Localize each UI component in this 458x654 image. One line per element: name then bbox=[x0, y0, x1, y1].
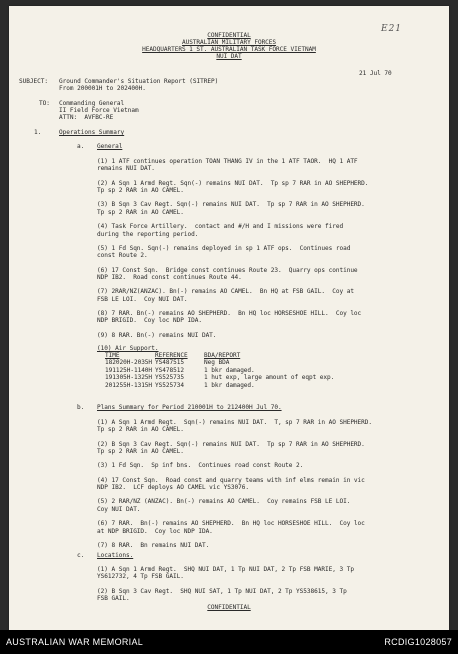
para-a-item-3-line-2: Tp sp 2 RAR in AO CAMEL. bbox=[97, 208, 184, 216]
section-1-title: Operations Summary bbox=[59, 129, 125, 136]
para-a-item-4-line-1: (4) Task Force Artillery. contact and #/H and I missions were fired bbox=[97, 223, 344, 231]
air-support-header-2: REFERENCE bbox=[155, 352, 188, 359]
para-a-item-5-line-1: (5) 1 Fd Sqn. Sqn(-) remains deployed in sp 1 ATF ops. Continues road bbox=[97, 244, 351, 252]
classification-bottom: CONFIDENTIAL bbox=[207, 604, 251, 611]
para-c-letter: c. bbox=[77, 552, 85, 559]
para-a-item-8-line-2: NDP BRIGID. Coy loc NDP IDA. bbox=[97, 317, 202, 325]
para-b-item-2-line-2: Tp sp 2 RAR in AO CAMEL. bbox=[97, 448, 184, 456]
org-line-2: HEADQUARTERS 1 ST. AUSTRALIAN TASK FORCE VIETNAM bbox=[142, 46, 316, 53]
para-b-item-2-line-1: (2) B Sqn 3 Cav Regt. Sqn(-) remains NUI DAT. Tp sp 7 RAR in AO SHEPHERD. bbox=[97, 440, 365, 448]
subject-label: SUBJECT: bbox=[19, 78, 48, 85]
para-a-item-7-line-1: (7) 2RAR/NZ(ANZAC). Bn(-) remains AO CAMEL. Bn HQ at FSB GAIL. Coy at bbox=[97, 288, 354, 296]
footer-record-id: RCDIG1028057 bbox=[384, 637, 452, 647]
document-date: 21 Jul 70 bbox=[359, 70, 392, 77]
para-b-item-3-line-1: (3) 1 Fd Sqn. Sp inf bns. Continues road const Route 2. bbox=[97, 462, 304, 470]
para-c-item-2-line-1: (2) B Sqn 3 Cav Regt. SHQ NUI SAT, 1 Tp NUI DAT, 2 Tp YS538615, 3 Tp bbox=[97, 587, 347, 595]
handwritten-page-id: E21 bbox=[381, 24, 403, 34]
document-page bbox=[9, 6, 449, 630]
air-support-header-3: BDA/REPORT bbox=[204, 352, 241, 359]
para-b-item-6-line-1: (6) 7 RAR. Bn(-) remains AO SHEPHERD. Bn HQ loc HORSESHOE HILL. Coy loc bbox=[97, 520, 365, 528]
air-support-row-4-col-2: YS525734 bbox=[155, 381, 184, 389]
para-a-letter: a. bbox=[77, 143, 85, 150]
air-support-row-2-col-2: YS478512 bbox=[155, 366, 184, 374]
para-a-item-3-line-1: (3) B Sqn 3 Cav Regt. Sqn(-) remains NUI DAT. Tp sp 7 RAR in AO SHEPHERD. bbox=[97, 201, 365, 209]
para-c-item-1-line-2: YS612732, 4 Tp FSB GAIL. bbox=[97, 573, 184, 581]
subject-line-2: From 200001H to 202400H. bbox=[59, 85, 146, 92]
subject-line-1: Ground Commander's Situation Report (SITREP) bbox=[59, 78, 219, 85]
para-a-item-6-line-2: NDP IB2. Road const continues Route 44. bbox=[97, 273, 242, 281]
para-a-item-2-line-2: Tp sp 2 RAR in AO CAMEL. bbox=[97, 187, 184, 195]
para-b-item-4-line-1: (4) 17 Const Sqn. Road const and quarry teams with inf elms remain in vic bbox=[97, 476, 365, 484]
to-label: TO: bbox=[39, 100, 50, 107]
to-line-3: ATTN: AVFBC-RE bbox=[59, 114, 114, 121]
para-b-item-4-line-2: NDP IB2. LCF deploys AO CAMEL vic YS3076. bbox=[97, 484, 249, 492]
classification-top: CONFIDENTIAL bbox=[207, 32, 251, 39]
air-support-row-3-col-3: 1 hut exp, large amount of eqpt exp. bbox=[204, 374, 335, 382]
para-b-item-7-line-1: (7) 8 RAR. Bn remains NUI DAT. bbox=[97, 541, 210, 549]
para-a-title: General bbox=[97, 143, 123, 150]
footer-archive-name: AUSTRALIAN WAR MEMORIAL bbox=[6, 637, 144, 647]
para-a-item-7-line-2: FSB LE LOI. Coy NUI DAT. bbox=[97, 295, 188, 303]
para-a-item-1-line-2: remains NUI DAT. bbox=[97, 165, 155, 173]
air-support-row-1-col-1: 182020H-2035H bbox=[105, 359, 153, 367]
para-a-item-9-line-1: (9) 8 RAR. Bn(-) remains NUI DAT. bbox=[97, 331, 217, 339]
para-a-item-4-line-2: during the reporting period. bbox=[97, 230, 199, 238]
air-support-row-4-col-1: 201255H-1315H bbox=[105, 381, 153, 389]
air-support-row-1-col-3: Neg BDA bbox=[204, 359, 230, 367]
para-b-letter: b. bbox=[77, 404, 85, 411]
para-a-item-1-line-1: (1) 1 ATF continues operation TOAN THANG IV in the 1 ATF TAOR. HQ 1 ATF bbox=[97, 158, 358, 165]
para-b-item-6-line-2: at NDP BRIGID. Coy loc NDP IDA. bbox=[97, 527, 213, 535]
archive-footer bbox=[0, 630, 458, 654]
air-support-header-1: TIME bbox=[105, 352, 120, 359]
para-b-title: Plans Summary for Period 210001H to 212400H Jul 70. bbox=[97, 404, 282, 411]
air-support-title: (10) Air Support. bbox=[97, 345, 159, 352]
org-line-3: NUI DAT bbox=[216, 53, 242, 60]
to-line-1: Commanding General bbox=[59, 100, 125, 107]
to-line-2: II Field Force Vietnam bbox=[59, 107, 139, 114]
para-b-item-5-line-1: (5) 2 RAR/NZ (ANZAC). Bn(-) remains AO CAMEL. Coy remains FSB LE LOI. bbox=[97, 498, 351, 506]
air-support-row-2-col-1: 191125H-1140H bbox=[105, 366, 153, 374]
para-a-item-5-line-2: const Route 2. bbox=[97, 252, 148, 260]
para-c-title: Locations. bbox=[97, 552, 134, 559]
para-a-item-2-line-1: (2) A Sqn 1 Armd Regt. Sqn(-) remains NUI DAT. Tp sp 7 RAR in AO SHEPHERD. bbox=[97, 179, 369, 187]
org-line-1: AUSTRALIAN MILITARY FORCES bbox=[181, 39, 277, 46]
air-support-row-3-col-1: 191305H-1325H bbox=[105, 374, 153, 382]
air-support-row-1-col-2: YS487515 bbox=[155, 359, 184, 367]
para-b-item-1-line-1: (1) A Sqn 1 Armd Regt. Sqn(-) remains NUI DAT. T, sp 7 RAR in AO SHEPHERD. bbox=[97, 419, 373, 426]
para-b-item-1-line-2: Tp sp 2 RAR in AO CAMEL. bbox=[97, 426, 184, 434]
para-b-item-5-line-2: Coy NUI DAT. bbox=[97, 505, 141, 513]
air-support-row-4-col-3: 1 bkr damaged. bbox=[204, 381, 255, 389]
para-a-item-8-line-1: (8) 7 RAR. Bn(-) remains AO SHEPHERD. Bn HQ loc HORSESHOE HILL. Coy loc bbox=[97, 309, 362, 317]
air-support-row-3-col-2: YS525735 bbox=[155, 374, 184, 382]
para-a-item-6-line-1: (6) 17 Const Sqn. Bridge const continues Route 23. Quarry ops continue bbox=[97, 266, 358, 274]
para-c-item-1-line-1: (1) A Sqn 1 Armd Regt. SHQ NUI DAT, 1 Tp NUI DAT, 2 Tp FSB MARIE, 3 Tp bbox=[97, 566, 354, 573]
para-c-item-2-line-2: FSB GAIL. bbox=[97, 595, 130, 603]
air-support-row-2-col-3: 1 bkr damaged. bbox=[204, 366, 255, 374]
section-1-number: 1. bbox=[34, 129, 42, 136]
